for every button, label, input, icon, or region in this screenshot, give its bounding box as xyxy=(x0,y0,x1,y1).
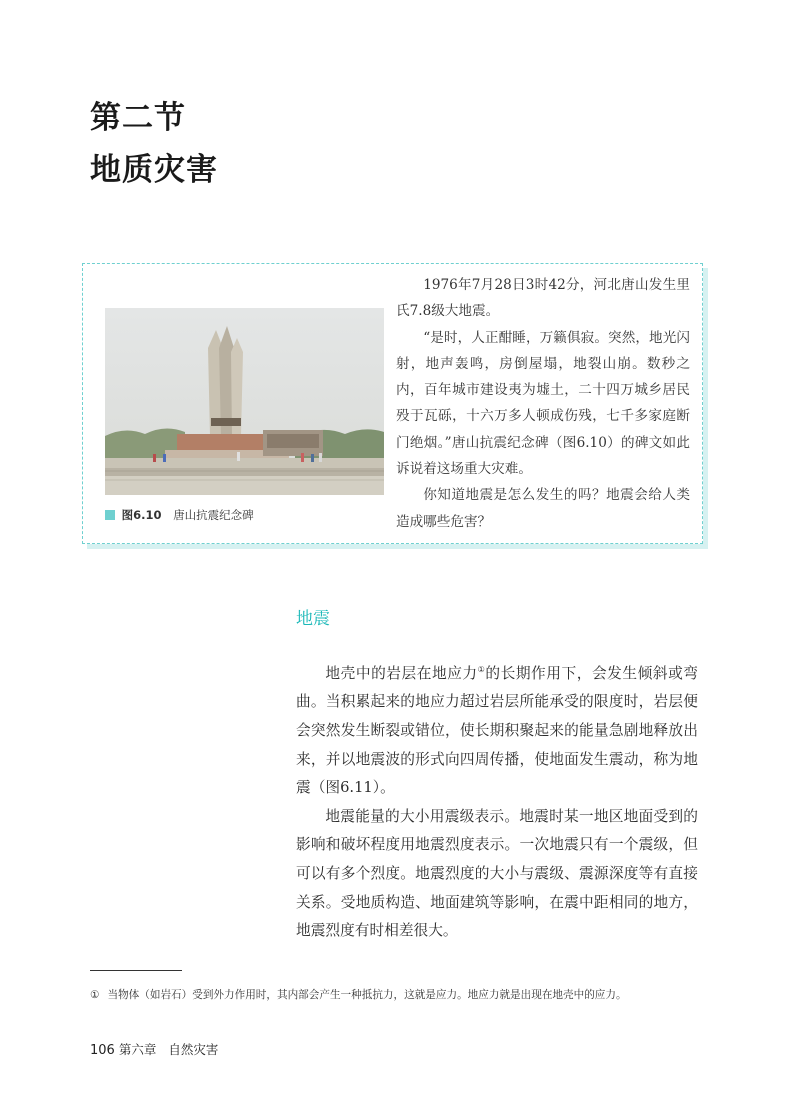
figure-label: 图6.10 xyxy=(121,508,162,522)
footnote-rule xyxy=(90,970,182,971)
footnote-ref[interactable]: ① xyxy=(477,665,486,674)
footnote-mark: ① xyxy=(90,989,100,1001)
page-number: 106 xyxy=(90,1043,115,1058)
chapter-number: 第六章 xyxy=(118,1042,157,1057)
body-paragraph: 地震能量的大小用震级表示。地震时某一地区地面受到的影响和破坏程度用地震烈度表示。一次地震只有一个震级，但可以有多个烈度。地震烈度的大小与震级、震源深度等有直接关系。受地质构造、地面建筑等影响，在震中距相同的地方，地震烈度有时相差很大。 xyxy=(296,807,698,940)
section-name: 地质灾害 xyxy=(90,152,218,188)
figure-caption xyxy=(105,507,254,523)
section-number: 第二节 xyxy=(90,100,186,136)
body-text xyxy=(296,656,698,946)
intro-text xyxy=(396,272,690,535)
caption-marker xyxy=(105,510,115,520)
memorial-photo xyxy=(105,308,384,495)
footnote-text: 当物体（如岩石）受到外力作用时，其内部会产生一种抵抗力，这就是应力。地应力就是出现在地壳中的应力。 xyxy=(107,989,627,1001)
intro-paragraph: “是时，人正酣睡，万籁俱寂。突然，地光闪射，地声轰鸣，房倒屋塌，地裂山崩。数秒之内，百年城市建设夷为墟土，二十四万城乡居民殁于瓦砾，十六万多人顿成伤残，七千多家庭断门绝烟。”唐山抗震纪念碑（图6.10）的碑文如此诉说着这场重大灾难。 xyxy=(396,329,690,478)
subsection-heading: 地震 xyxy=(296,609,330,629)
intro-paragraph: 1976年7月28日3时42分，河北唐山发生里氏7.8级大地震。 xyxy=(396,277,690,320)
intro-paragraph: 你知道地震是怎么发生的吗？地震会给人类造成哪些危害？ xyxy=(396,487,690,530)
page-footer xyxy=(90,1040,218,1058)
chapter-title: 自然灾害 xyxy=(168,1042,219,1057)
body-paragraph xyxy=(296,656,698,803)
footnote xyxy=(90,987,627,1002)
body-p1-before: 地壳中的岩层在地应力 xyxy=(325,664,478,682)
section-title xyxy=(90,92,218,196)
body-p1-after: 的长期作用下，会发生倾斜或弯曲。当积累起来的地应力超过岩层所能承受的限度时，岩层便会突然发生断裂或错位，使长期积聚起来的能量急剧地释放出来，并以地震波的形式向四周传播，使地面发生震动，称为地震（图6.11）。 xyxy=(296,664,698,797)
intro-box xyxy=(82,263,703,544)
figure-caption-text: 唐山抗震纪念碑 xyxy=(173,508,254,522)
